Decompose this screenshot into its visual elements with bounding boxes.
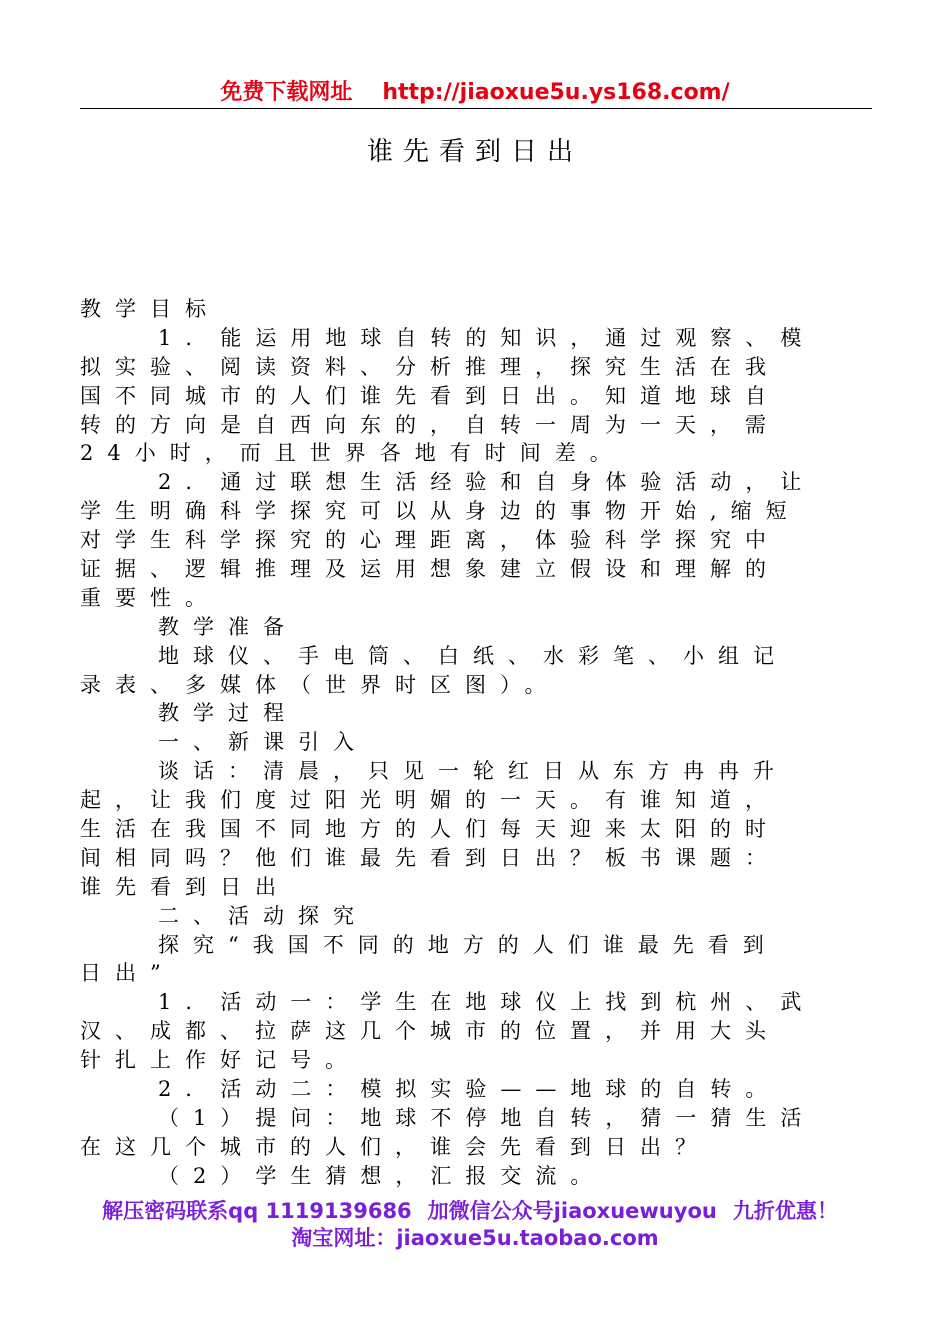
footer-taobao-link[interactable]: 淘宝网址：jiaoxue5u.taobao.com (291, 1226, 659, 1250)
text-line: 转的方向是自西向东的，自转一周为一天，需 (80, 412, 780, 437)
section-heading-preparation: 教学准备 (158, 614, 298, 639)
subheading-activity: 二、活动探究 (158, 903, 368, 928)
text-line: 间相同吗？他们谁最先看到日出？板书课题： (80, 845, 780, 870)
text-line: 1．活动一：学生在地球仪上找到杭州、武 (158, 990, 816, 1015)
text-line: 针扎上作好记号。 (80, 1048, 360, 1073)
text-line: 证据、逻辑推理及运用想象建立假设和理解的 (80, 557, 780, 582)
footer-wechat: 加微信公众号jiaoxuewuyou (427, 1199, 717, 1223)
section-heading-objectives: 教学目标 (80, 297, 220, 321)
subheading-intro: 一、新课引入 (158, 730, 368, 755)
text-line: 起，让我们度过阳光明媚的一天。有谁知道， (80, 788, 780, 813)
text-line: 学生明确科学探究可以从身边的事物开始,缩短 (80, 499, 801, 524)
page-title: 谁先看到日出 (366, 137, 583, 167)
footer-contact-line (0, 1196, 940, 1226)
text-line: 日出” (80, 961, 175, 986)
text-line: （2）学生猜想，汇报交流。 (158, 1163, 606, 1188)
text-line: 1．能运用地球自转的知识，通过观察、模 (158, 325, 816, 350)
footer-discount: 九折优惠！ (732, 1199, 838, 1223)
section-heading-process: 教学过程 (158, 701, 298, 726)
text-line: 对学生科学探究的心理距离，体验科学探究中 (80, 528, 780, 553)
download-url-link[interactable]: http://jiaoxue5u.ys168.com/ (382, 80, 730, 105)
text-line: 2．活动二：模拟实验——地球的自转。 (158, 1077, 781, 1102)
text-line: 国不同城市的人们谁先看到日出。知道地球自 (80, 383, 780, 408)
document-body (80, 295, 880, 1191)
text-line: 地球仪、手电筒、白纸、水彩笔、小组记 (158, 643, 788, 668)
text-line: 录表、多媒体（世界时区图）。 (80, 672, 560, 697)
footer-contact: 解压密码联系qq 1119139686 (102, 1199, 412, 1223)
text-line: 重要性。 (80, 585, 220, 610)
text-line: 24小时，而且世界各地有时间差。 (80, 441, 625, 466)
text-line: 汉、成都、拉萨这几个城市的位置，并用大头 (80, 1019, 780, 1044)
text-line: 谈话：清晨，只见一轮红日从东方冉冉升 (158, 759, 788, 784)
download-header (0, 76, 950, 110)
text-line: 拟实验、阅读资料、分析推理，探究生活在我 (80, 354, 780, 379)
text-line: 生活在我国不同地方的人们每天迎来太阳的时 (80, 817, 780, 842)
header-divider (80, 108, 872, 109)
text-line: 探究“我国不同的地方的人们谁最先看到 (158, 932, 778, 957)
text-line: 2．通过联想生活经验和自身体验活动，让 (158, 470, 816, 495)
text-line: 谁先看到日出 (80, 874, 290, 899)
download-label: 免费下载网址 (220, 80, 353, 105)
text-line: 在这几个城市的人们，谁会先看到日出？ (80, 1134, 710, 1159)
text-line: （1）提问：地球不停地自转，猜一猜生活 (158, 1105, 816, 1130)
